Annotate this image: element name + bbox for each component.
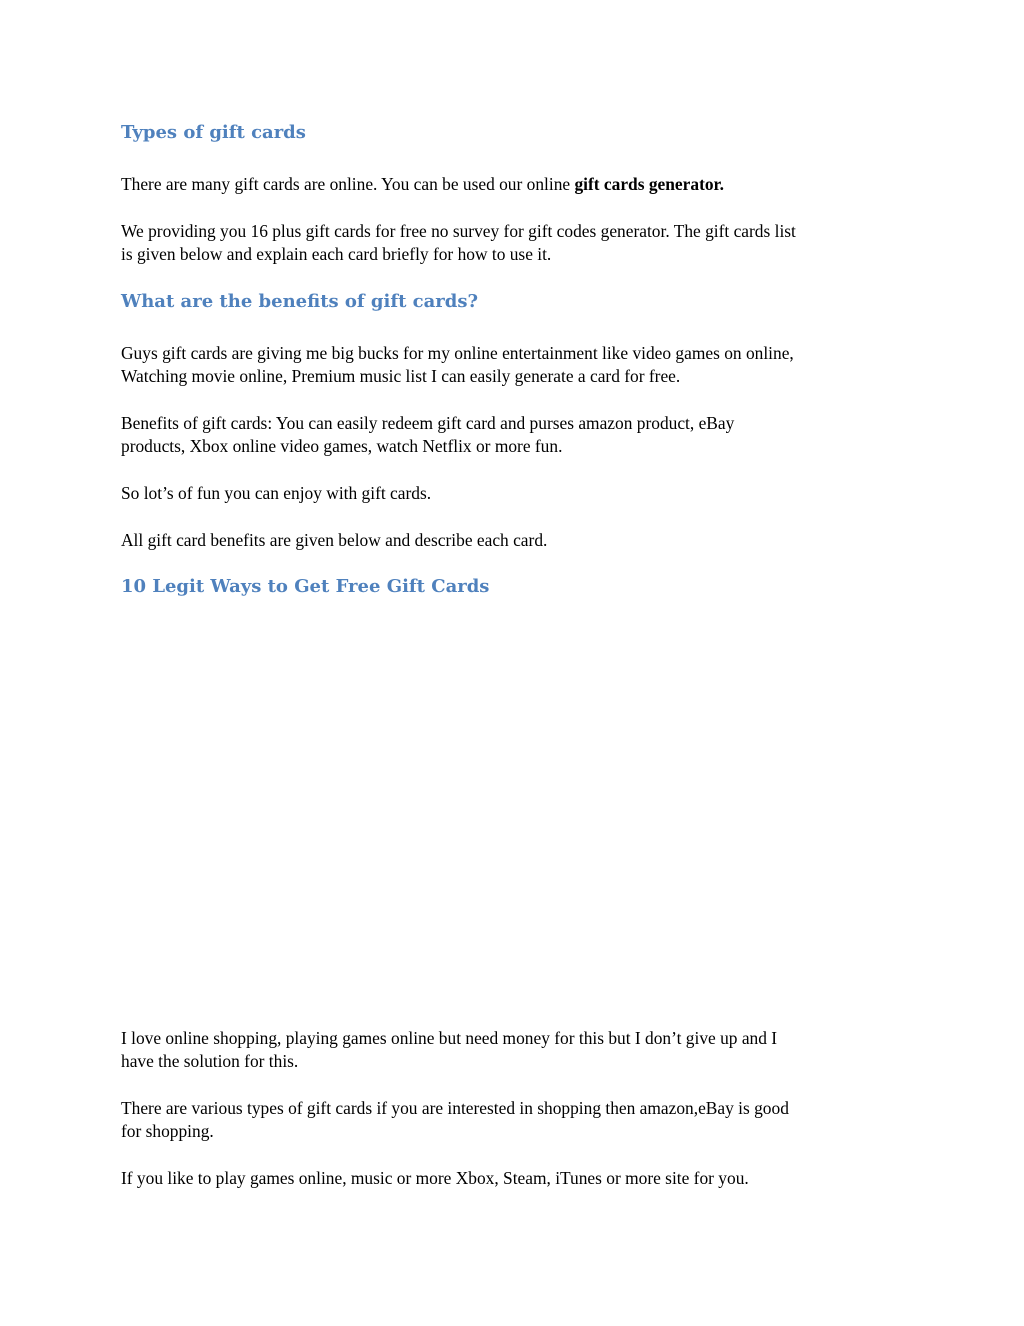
paragraph-line: for shopping. (121, 1121, 214, 1141)
heading-benefits-of-gift-cards: What are the benefits of gift cards? (121, 291, 479, 312)
paragraph-line: is given below and explain each card briefly for how to use it. (121, 244, 552, 264)
paragraph-types-list (121, 220, 921, 266)
blank-image-area (121, 612, 901, 1017)
paragraph-legit-shopping (121, 1027, 921, 1073)
paragraph-benefits-entertainment (121, 342, 921, 388)
paragraph-types-intro-text: There are many gift cards are online. You can be used our online (121, 174, 575, 194)
paragraph-benefits-redeem (121, 412, 921, 458)
paragraph-legit-types (121, 1097, 921, 1143)
paragraph-line: We providing you 16 plus gift cards for free no survey for gift codes generator. The gift cards list (121, 221, 796, 241)
paragraph-line: products, Xbox online video games, watch Netflix or more fun. (121, 436, 563, 456)
paragraph-line: Guys gift cards are giving me big bucks for my online entertainment like video games on online, (121, 343, 794, 363)
heading-types-of-gift-cards: Types of gift cards (121, 122, 306, 143)
paragraph-types-intro (121, 173, 921, 196)
paragraph-benefits-all-cards: All gift card benefits are given below and describe each card. (121, 530, 548, 550)
gift-cards-generator-bold: gift cards generator. (574, 174, 725, 194)
paragraph-line: Watching movie online, Premium music list I can easily generate a card for free. (121, 366, 681, 386)
paragraph-benefits-fun: So lot’s of fun you can enjoy with gift cards. (121, 483, 432, 503)
paragraph-line: Benefits of gift cards: You can easily redeem gift card and purses amazon product, eBay (121, 413, 735, 433)
paragraph-legit-games: If you like to play games online, music or more Xbox, Steam, iTunes or more site for you. (121, 1168, 749, 1188)
paragraph-line: There are various types of gift cards if you are interested in shopping then amazon,eBay is good (121, 1098, 789, 1118)
paragraph-line: I love online shopping, playing games online but need money for this but I don’t give up and I (121, 1028, 778, 1048)
heading-legit-ways: 10 Legit Ways to Get Free Gift Cards (121, 576, 490, 597)
paragraph-line: have the solution for this. (121, 1051, 299, 1071)
